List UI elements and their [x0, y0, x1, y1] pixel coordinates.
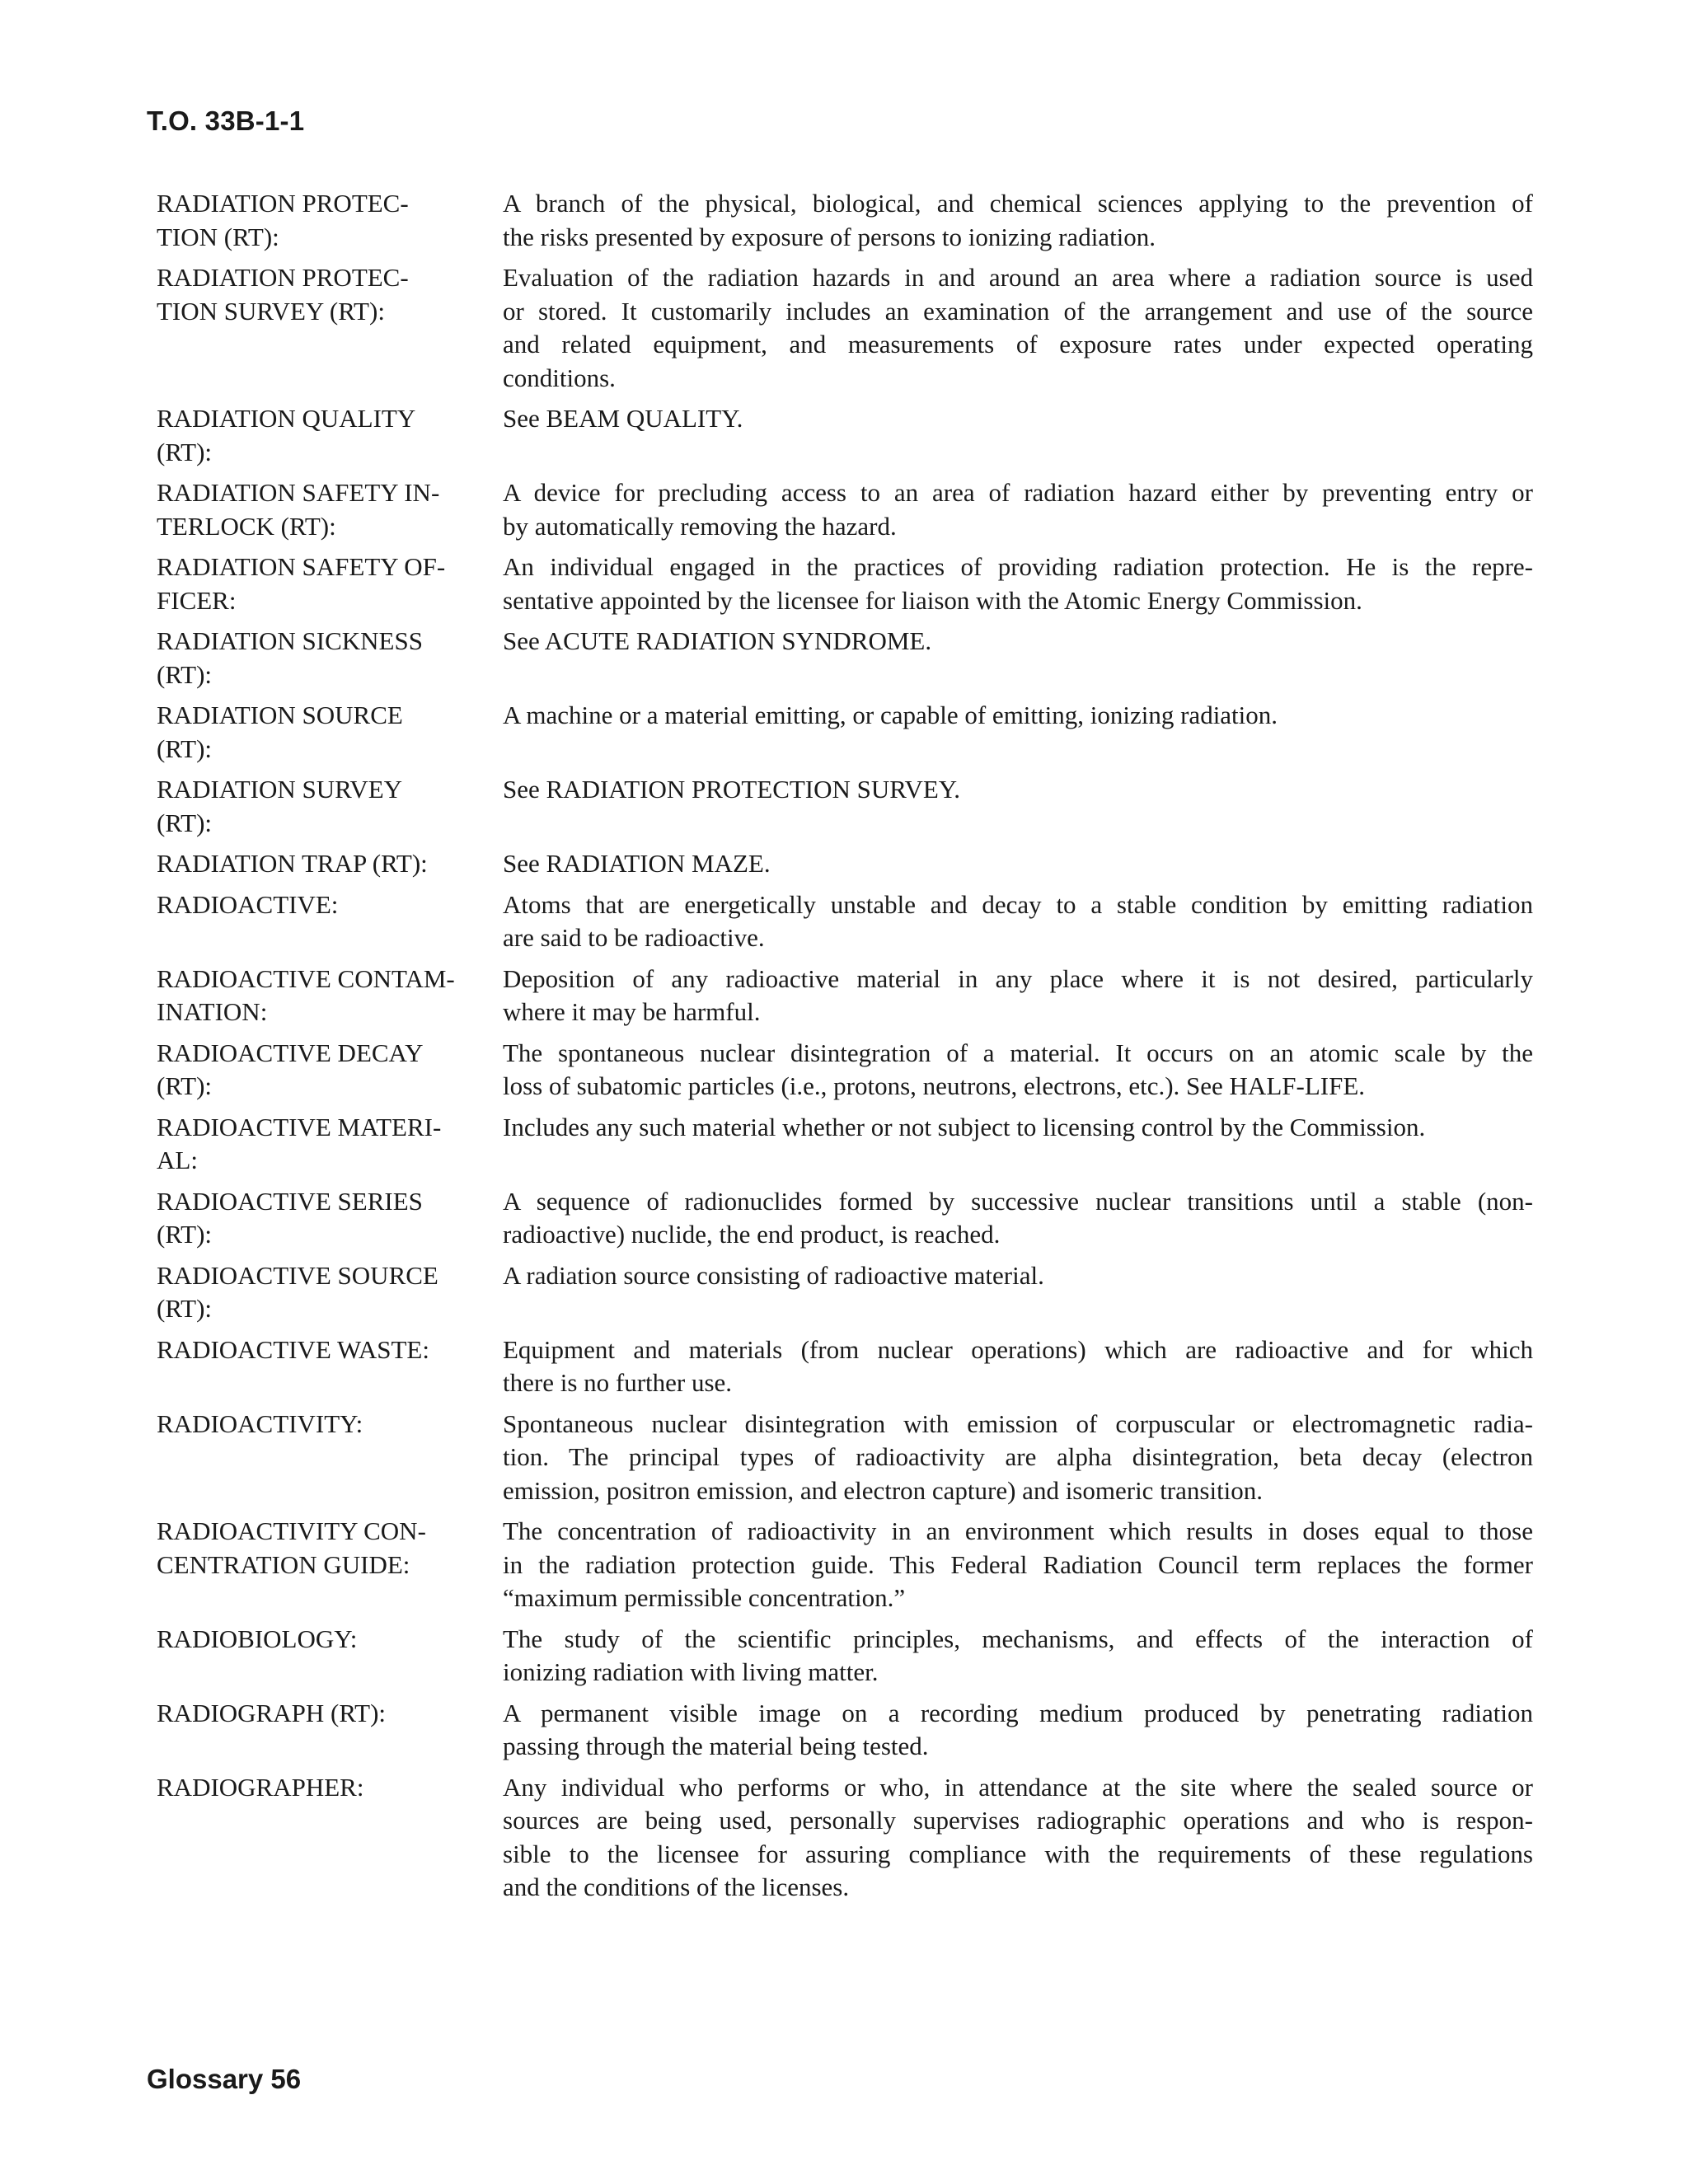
glossary-definition — [503, 699, 1533, 766]
term-line: TION SURVEY (RT): — [157, 296, 385, 326]
glossary-term — [157, 1111, 503, 1178]
definition-line: Spontaneous nuclear disintegration with emission of corpuscular or electromagnetic radia- — [503, 1408, 1533, 1438]
glossary-term — [157, 888, 503, 955]
term-line: INATION: — [157, 997, 268, 1026]
glossary-entry — [157, 551, 1533, 617]
glossary-definition — [503, 847, 1533, 881]
definition-line: Equipment and materials (from nuclear operations) which are radioactive and for which — [503, 1334, 1533, 1364]
glossary-entry — [157, 1623, 1533, 1690]
glossary-definition — [503, 476, 1533, 543]
glossary-term — [157, 847, 503, 881]
glossary-term — [157, 1697, 503, 1764]
definition-line: Any individual who performs or who, in attendance at the site where the sealed source or — [503, 1772, 1533, 1802]
glossary-definition — [503, 261, 1533, 395]
glossary-definition — [503, 1037, 1533, 1104]
term-line: (RT): — [157, 659, 213, 689]
glossary-entry — [157, 963, 1533, 1029]
definition-line: Deposition of any radioactive material in any place where it is not desired, particularly — [503, 963, 1533, 993]
definition-line: See ACUTE RADIATION SYNDROME. — [503, 626, 932, 655]
glossary-entry — [157, 888, 1533, 955]
term-line: (RT): — [157, 437, 213, 466]
glossary-definition — [503, 888, 1533, 955]
glossary-entry — [157, 1037, 1533, 1104]
glossary-term — [157, 773, 503, 840]
glossary-entry — [157, 1771, 1533, 1905]
definition-line: A machine or a material emitting, or capable of emitting, ionizing radiation. — [503, 701, 1278, 729]
term-line: RADIATION PROTEC- — [157, 189, 409, 218]
definition-line: See RADIATION MAZE. — [503, 849, 771, 878]
glossary-entry — [157, 625, 1533, 691]
definition-line: loss of subatomic particles (i.e., protons, neutrons, electrons, etc.). See HALF-LIFE. — [503, 1071, 1366, 1100]
term-line: RADIOBIOLOGY: — [157, 1624, 358, 1653]
definition-line: A sequence of radionuclides formed by successive nuclear transitions until a stable (non- — [503, 1186, 1533, 1216]
term-line: RADIOACTIVITY: — [157, 1408, 363, 1438]
definition-line: A radiation source consisting of radioactive material. — [503, 1260, 1044, 1290]
glossary-entry — [157, 402, 1533, 469]
term-line: RADIOGRAPH (RT): — [157, 1698, 387, 1727]
glossary-entry — [157, 1333, 1533, 1400]
term-line: (RT): — [157, 1220, 213, 1249]
definition-line: radioactive) nuclide, the end product, is reached. — [503, 1220, 1001, 1249]
glossary-term — [157, 261, 503, 395]
definition-line: passing through the material being tested. — [503, 1732, 929, 1760]
glossary-term — [157, 1623, 503, 1690]
definition-line: are said to be radioactive. — [503, 923, 765, 952]
term-line: RADIATION TRAP (RT): — [157, 849, 428, 878]
glossary-entry — [157, 187, 1533, 254]
glossary-term — [157, 1259, 503, 1326]
definition-line: or stored. It customarily includes an examination of the arrangement and use of the source — [503, 296, 1533, 326]
term-line: RADIOACTIVE WASTE: — [157, 1334, 429, 1364]
term-line: (RT): — [157, 808, 213, 837]
glossary-definition — [503, 1771, 1533, 1905]
definition-line: sentative appointed by the licensee for liaison with the Atomic Energy Commission. — [503, 585, 1362, 615]
glossary-definition — [503, 773, 1533, 840]
glossary-entry — [157, 1185, 1533, 1252]
glossary-term — [157, 625, 503, 691]
term-line: RADIATION SICKNESS — [157, 626, 423, 655]
glossary-entry — [157, 476, 1533, 543]
glossary-definition — [503, 1515, 1533, 1615]
glossary-definition — [503, 1697, 1533, 1764]
term-line: RADIOACTIVE: — [157, 889, 339, 919]
glossary-term — [157, 1037, 503, 1104]
glossary-definition — [503, 1259, 1533, 1326]
definition-line: sources are being used, personally supervises radiographic operations and who is respon- — [503, 1806, 1533, 1835]
term-line: RADIOACTIVITY CON- — [157, 1516, 426, 1545]
definition-line: in the radiation protection guide. This Federal Radiation Council term replaces the former — [503, 1549, 1533, 1579]
term-line: RADIATION SAFETY OF- — [157, 552, 446, 581]
glossary-definition — [503, 625, 1533, 691]
glossary-definition — [503, 402, 1533, 469]
term-line: FICER: — [157, 585, 237, 615]
glossary-definition — [503, 551, 1533, 617]
glossary-definition — [503, 1185, 1533, 1252]
glossary-entry — [157, 847, 1533, 881]
glossary-entry — [157, 1259, 1533, 1326]
definition-line: by automatically removing the hazard. — [503, 511, 897, 541]
term-line: AL: — [157, 1146, 198, 1174]
glossary-definition — [503, 187, 1533, 254]
document-id-header: T.O. 33B-1-1 — [147, 105, 305, 136]
glossary-term — [157, 1185, 503, 1252]
definition-line: Includes any such material whether or not subject to licensing control by the Commission. — [503, 1112, 1426, 1141]
definition-line: The concentration of radioactivity in an environment which results in doses equal to those — [503, 1516, 1533, 1545]
definition-line: A permanent visible image on a recording medium produced by penetrating radiation — [503, 1698, 1533, 1727]
glossary-term — [157, 402, 503, 469]
term-line: RADIATION SOURCE — [157, 701, 403, 729]
glossary-term — [157, 1515, 503, 1615]
definition-line: The study of the scientific principles, mechanisms, and effects of the interaction of — [503, 1624, 1533, 1653]
term-line: RADIOACTIVE MATERI- — [157, 1112, 442, 1141]
term-line: RADIOACTIVE SERIES — [157, 1186, 423, 1216]
glossary-entry — [157, 1111, 1533, 1178]
definition-line: ionizing radiation with living matter. — [503, 1657, 879, 1686]
definition-line: See BEAM QUALITY. — [503, 404, 743, 433]
definition-line: the risks presented by exposure of persons to ionizing radiation. — [503, 222, 1156, 251]
glossary-term — [157, 699, 503, 766]
definition-line: “maximum permissible concentration.” — [503, 1583, 906, 1612]
glossary-entry — [157, 699, 1533, 766]
glossary-entry — [157, 261, 1533, 395]
definition-line: A device for precluding access to an area of radiation hazard either by preventing entry or — [503, 478, 1533, 507]
glossary-entry — [157, 1408, 1533, 1508]
glossary-entry — [157, 773, 1533, 840]
glossary-term — [157, 1408, 503, 1508]
term-line: RADIATION QUALITY — [157, 404, 416, 433]
glossary-list — [157, 187, 1533, 1912]
term-line: RADIATION PROTEC- — [157, 263, 409, 292]
term-line: (RT): — [157, 733, 213, 763]
glossary-definition — [503, 963, 1533, 1029]
term-line: RADIATION SAFETY IN- — [157, 478, 440, 507]
term-line: RADIOACTIVE DECAY — [157, 1038, 424, 1067]
term-line: (RT): — [157, 1071, 213, 1100]
definition-line: emission, positron emission, and electron capture) and isomeric transition. — [503, 1475, 1264, 1505]
definition-line: Evaluation of the radiation hazards in and around an area where a radiation source is used — [503, 263, 1533, 292]
glossary-definition — [503, 1408, 1533, 1508]
glossary-definition — [503, 1111, 1533, 1178]
term-line: RADIOGRAPHER: — [157, 1772, 364, 1802]
definition-line: An individual engaged in the practices of providing radiation protection. He is the repre- — [503, 552, 1533, 581]
glossary-definition — [503, 1623, 1533, 1690]
definition-line: See RADIATION PROTECTION SURVEY. — [503, 775, 960, 804]
definition-line: tion. The principal types of radioactivity are alpha disintegration, beta decay (electron — [503, 1442, 1533, 1471]
definition-line: A branch of the physical, biological, and chemical sciences applying to the prevention of — [503, 189, 1533, 218]
definition-line: where it may be harmful. — [503, 997, 761, 1026]
page-number-footer: Glossary 56 — [147, 2064, 302, 2094]
term-line: RADIATION SURVEY — [157, 775, 403, 804]
term-line: (RT): — [157, 1294, 213, 1323]
glossary-definition — [503, 1333, 1533, 1400]
term-line: RADIOACTIVE SOURCE — [157, 1260, 438, 1290]
glossary-term — [157, 187, 503, 254]
glossary-term — [157, 1771, 503, 1905]
definition-line: sible to the licensee for assuring compliance with the requirements of these regulations — [503, 1839, 1533, 1868]
term-line: TERLOCK (RT): — [157, 511, 336, 541]
glossary-term — [157, 963, 503, 1029]
glossary-entry — [157, 1515, 1533, 1615]
term-line: TION (RT): — [157, 222, 279, 251]
definition-line: there is no further use. — [503, 1368, 733, 1397]
definition-line: and related equipment, and measurements of exposure rates under expected operating — [503, 330, 1533, 359]
glossary-term — [157, 551, 503, 617]
glossary-term — [157, 1333, 503, 1400]
glossary-term — [157, 476, 503, 543]
definition-line: conditions. — [503, 363, 616, 392]
term-line: CENTRATION GUIDE: — [157, 1549, 410, 1579]
definition-line: The spontaneous nuclear disintegration of a material. It occurs on an atomic scale by the — [503, 1038, 1533, 1067]
term-line: RADIOACTIVE CONTAM- — [157, 963, 455, 993]
definition-line: Atoms that are energetically unstable and decay to a stable condition by emitting radiation — [503, 889, 1533, 919]
definition-line: and the conditions of the licenses. — [503, 1872, 850, 1901]
glossary-entry — [157, 1697, 1533, 1764]
